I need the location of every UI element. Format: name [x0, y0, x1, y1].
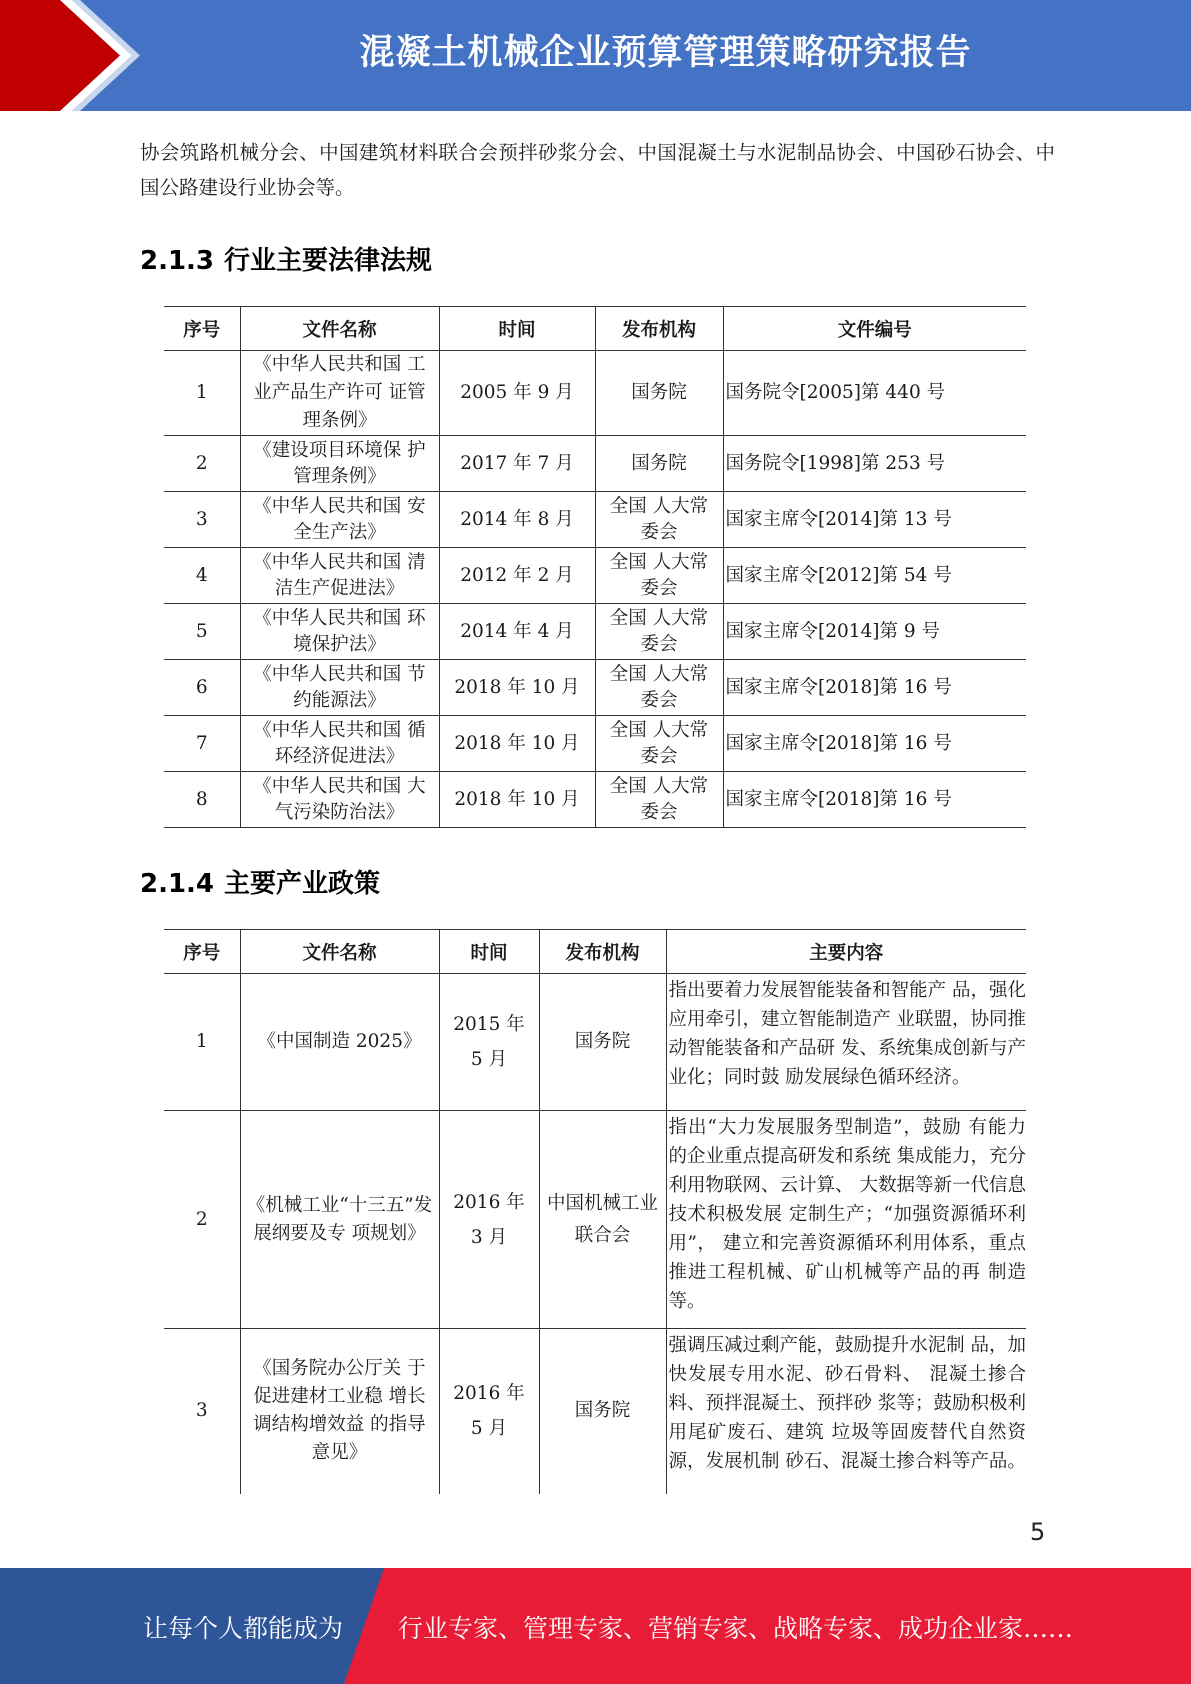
document-name: 《国务院办公厅关 于促进建材工业稳 增长调结构增效益 的指导意见》 [240, 1329, 439, 1494]
document-code: 国务院令[2005]第 440 号 [723, 351, 1026, 436]
row-number: 3 [164, 1329, 240, 1494]
column-header: 主要内容 [666, 930, 1026, 974]
document-name: 《中华人民共和国 清洁生产促进法》 [240, 548, 439, 604]
column-header: 序号 [164, 930, 240, 974]
issue-date: 2016 年 3 月 [439, 1111, 539, 1329]
issue-date: 2005 年 9 月 [439, 351, 595, 436]
row-number: 2 [164, 436, 240, 492]
table-row [164, 492, 1026, 548]
section-number: 2.1.3 [140, 246, 215, 276]
section-heading-laws [140, 240, 432, 277]
intro-paragraph: 协会筑路机械分会、中国建筑材料联合会预拌砂浆分会、中国混凝土与水泥制品协会、中国砂石协会、中国公路建设行业协会等。 [140, 141, 1055, 199]
table-header-row [164, 307, 1026, 351]
document-code: 国务院令[1998]第 253 号 [723, 436, 1026, 492]
document-name: 《机械工业“十三五”发展纲要及专 项规划》 [240, 1111, 439, 1329]
section-heading-policies [140, 863, 380, 900]
issue-date: 2014 年 4 月 [439, 604, 595, 660]
policy-content: 指出要着力发展智能装备和智能产 品，强化应用牵引，建立智能制造产 业联盟，协同推动智能装备和产品研 发、系统集成创新与产业化；同时鼓 励发展绿色循环经济。 [666, 974, 1026, 1111]
table-row [164, 1111, 1026, 1329]
issue-date: 2017 年 7 月 [439, 436, 595, 492]
column-header: 文件名称 [240, 930, 439, 974]
document-name: 《中国制造 2025》 [240, 974, 439, 1111]
section-title: 行业主要法律法规 [224, 246, 433, 276]
row-number: 2 [164, 1111, 240, 1329]
report-title: 混凝土机械企业预算管理策略研究报告 [359, 33, 972, 73]
table-row [164, 436, 1026, 492]
issue-date: 2016 年 5 月 [439, 1329, 539, 1494]
column-header: 时间 [439, 930, 539, 974]
column-header: 时间 [439, 307, 595, 351]
row-number: 6 [164, 660, 240, 716]
section-number: 2.1.4 [140, 869, 215, 899]
page-number: 5 [1030, 1518, 1046, 1546]
table-row [164, 772, 1026, 828]
table-row [164, 660, 1026, 716]
document-code: 国家主席令[2014]第 13 号 [723, 492, 1026, 548]
issuing-body: 全国 人大常委会 [595, 660, 723, 716]
document-name: 《中华人民共和国 环境保护法》 [240, 604, 439, 660]
footer-banner [0, 1568, 1191, 1684]
document-name: 《中华人民共和国 安全生产法》 [240, 492, 439, 548]
row-number: 8 [164, 772, 240, 828]
issuing-body: 中国机械工业联合会 [539, 1111, 666, 1329]
issue-date: 2012 年 2 月 [439, 548, 595, 604]
column-header: 文件名称 [240, 307, 439, 351]
document-name: 《中华人民共和国 节约能源法》 [240, 660, 439, 716]
document-code: 国家主席令[2012]第 54 号 [723, 548, 1026, 604]
header-banner [0, 0, 1191, 111]
footer-slogan-right: 行业专家、管理专家、营销专家、战略专家、成功企业家…… [398, 1614, 1074, 1643]
row-number: 7 [164, 716, 240, 772]
document-name: 《中华人民共和国 循环经济促进法》 [240, 716, 439, 772]
laws-table [164, 306, 1026, 828]
issuing-body: 国务院 [539, 1329, 666, 1494]
issue-date: 2018 年 10 月 [439, 716, 595, 772]
table-row [164, 548, 1026, 604]
row-number: 1 [164, 974, 240, 1111]
column-header: 发布机构 [539, 930, 666, 974]
table-row [164, 1329, 1026, 1494]
table-row [164, 974, 1026, 1111]
issuing-body: 国务院 [595, 351, 723, 436]
issuing-body: 全国 人大常委会 [595, 604, 723, 660]
issuing-body: 全国 人大常委会 [595, 716, 723, 772]
header-chevron-decoration [0, 0, 200, 111]
row-number: 4 [164, 548, 240, 604]
column-header: 序号 [164, 307, 240, 351]
row-number: 1 [164, 351, 240, 436]
issue-date: 2018 年 10 月 [439, 660, 595, 716]
policy-content: 指出“大力发展服务型制造”，鼓励 有能力的企业重点提高研发和系统 集成能力，充分利用物联网、云计算、 大数据等新一代信息技术积极发展 定制生产；“加强资源循环利用”， 建立和完善资源循环利用体系，重点 推进工程机械、矿山机械等产品的再 制造等。 [666, 1111, 1026, 1329]
issue-date: 2018 年 10 月 [439, 772, 595, 828]
table-row [164, 716, 1026, 772]
document-code: 国家主席令[2018]第 16 号 [723, 716, 1026, 772]
row-number: 5 [164, 604, 240, 660]
table-header-row [164, 930, 1026, 974]
policy-content: 强调压减过剩产能，鼓励提升水泥制 品，加快发展专用水泥、砂石骨料、 混凝土掺合料、预拌混凝土、预拌砂 浆等；鼓励积极利用尾矿废石、建筑 垃圾等固废替代自然资源，发展机制 砂石、混凝土掺合料等产品。 [666, 1329, 1026, 1494]
row-number: 3 [164, 492, 240, 548]
issuing-body: 全国 人大常委会 [595, 492, 723, 548]
issuing-body: 全国 人大常委会 [595, 548, 723, 604]
issue-date: 2014 年 8 月 [439, 492, 595, 548]
issuing-body: 国务院 [539, 974, 666, 1111]
document-code: 国家主席令[2018]第 16 号 [723, 772, 1026, 828]
document-code: 国家主席令[2018]第 16 号 [723, 660, 1026, 716]
issue-date: 2015 年 5 月 [439, 974, 539, 1111]
column-header: 发布机构 [595, 307, 723, 351]
issuing-body: 全国 人大常委会 [595, 772, 723, 828]
table-row [164, 604, 1026, 660]
section-title: 主要产业政策 [224, 869, 381, 899]
document-code: 国家主席令[2014]第 9 号 [723, 604, 1026, 660]
document-name: 《中华人民共和国 大气污染防治法》 [240, 772, 439, 828]
policies-table [164, 929, 1026, 1494]
table-row [164, 351, 1026, 436]
issuing-body: 国务院 [595, 436, 723, 492]
document-name: 《建设项目环境保 护管理条例》 [240, 436, 439, 492]
footer-slogan-left: 让每个人都能成为 [143, 1614, 344, 1643]
document-name: 《中华人民共和国 工业产品生产许可 证管理条例》 [240, 351, 439, 436]
column-header: 文件编号 [723, 307, 1026, 351]
